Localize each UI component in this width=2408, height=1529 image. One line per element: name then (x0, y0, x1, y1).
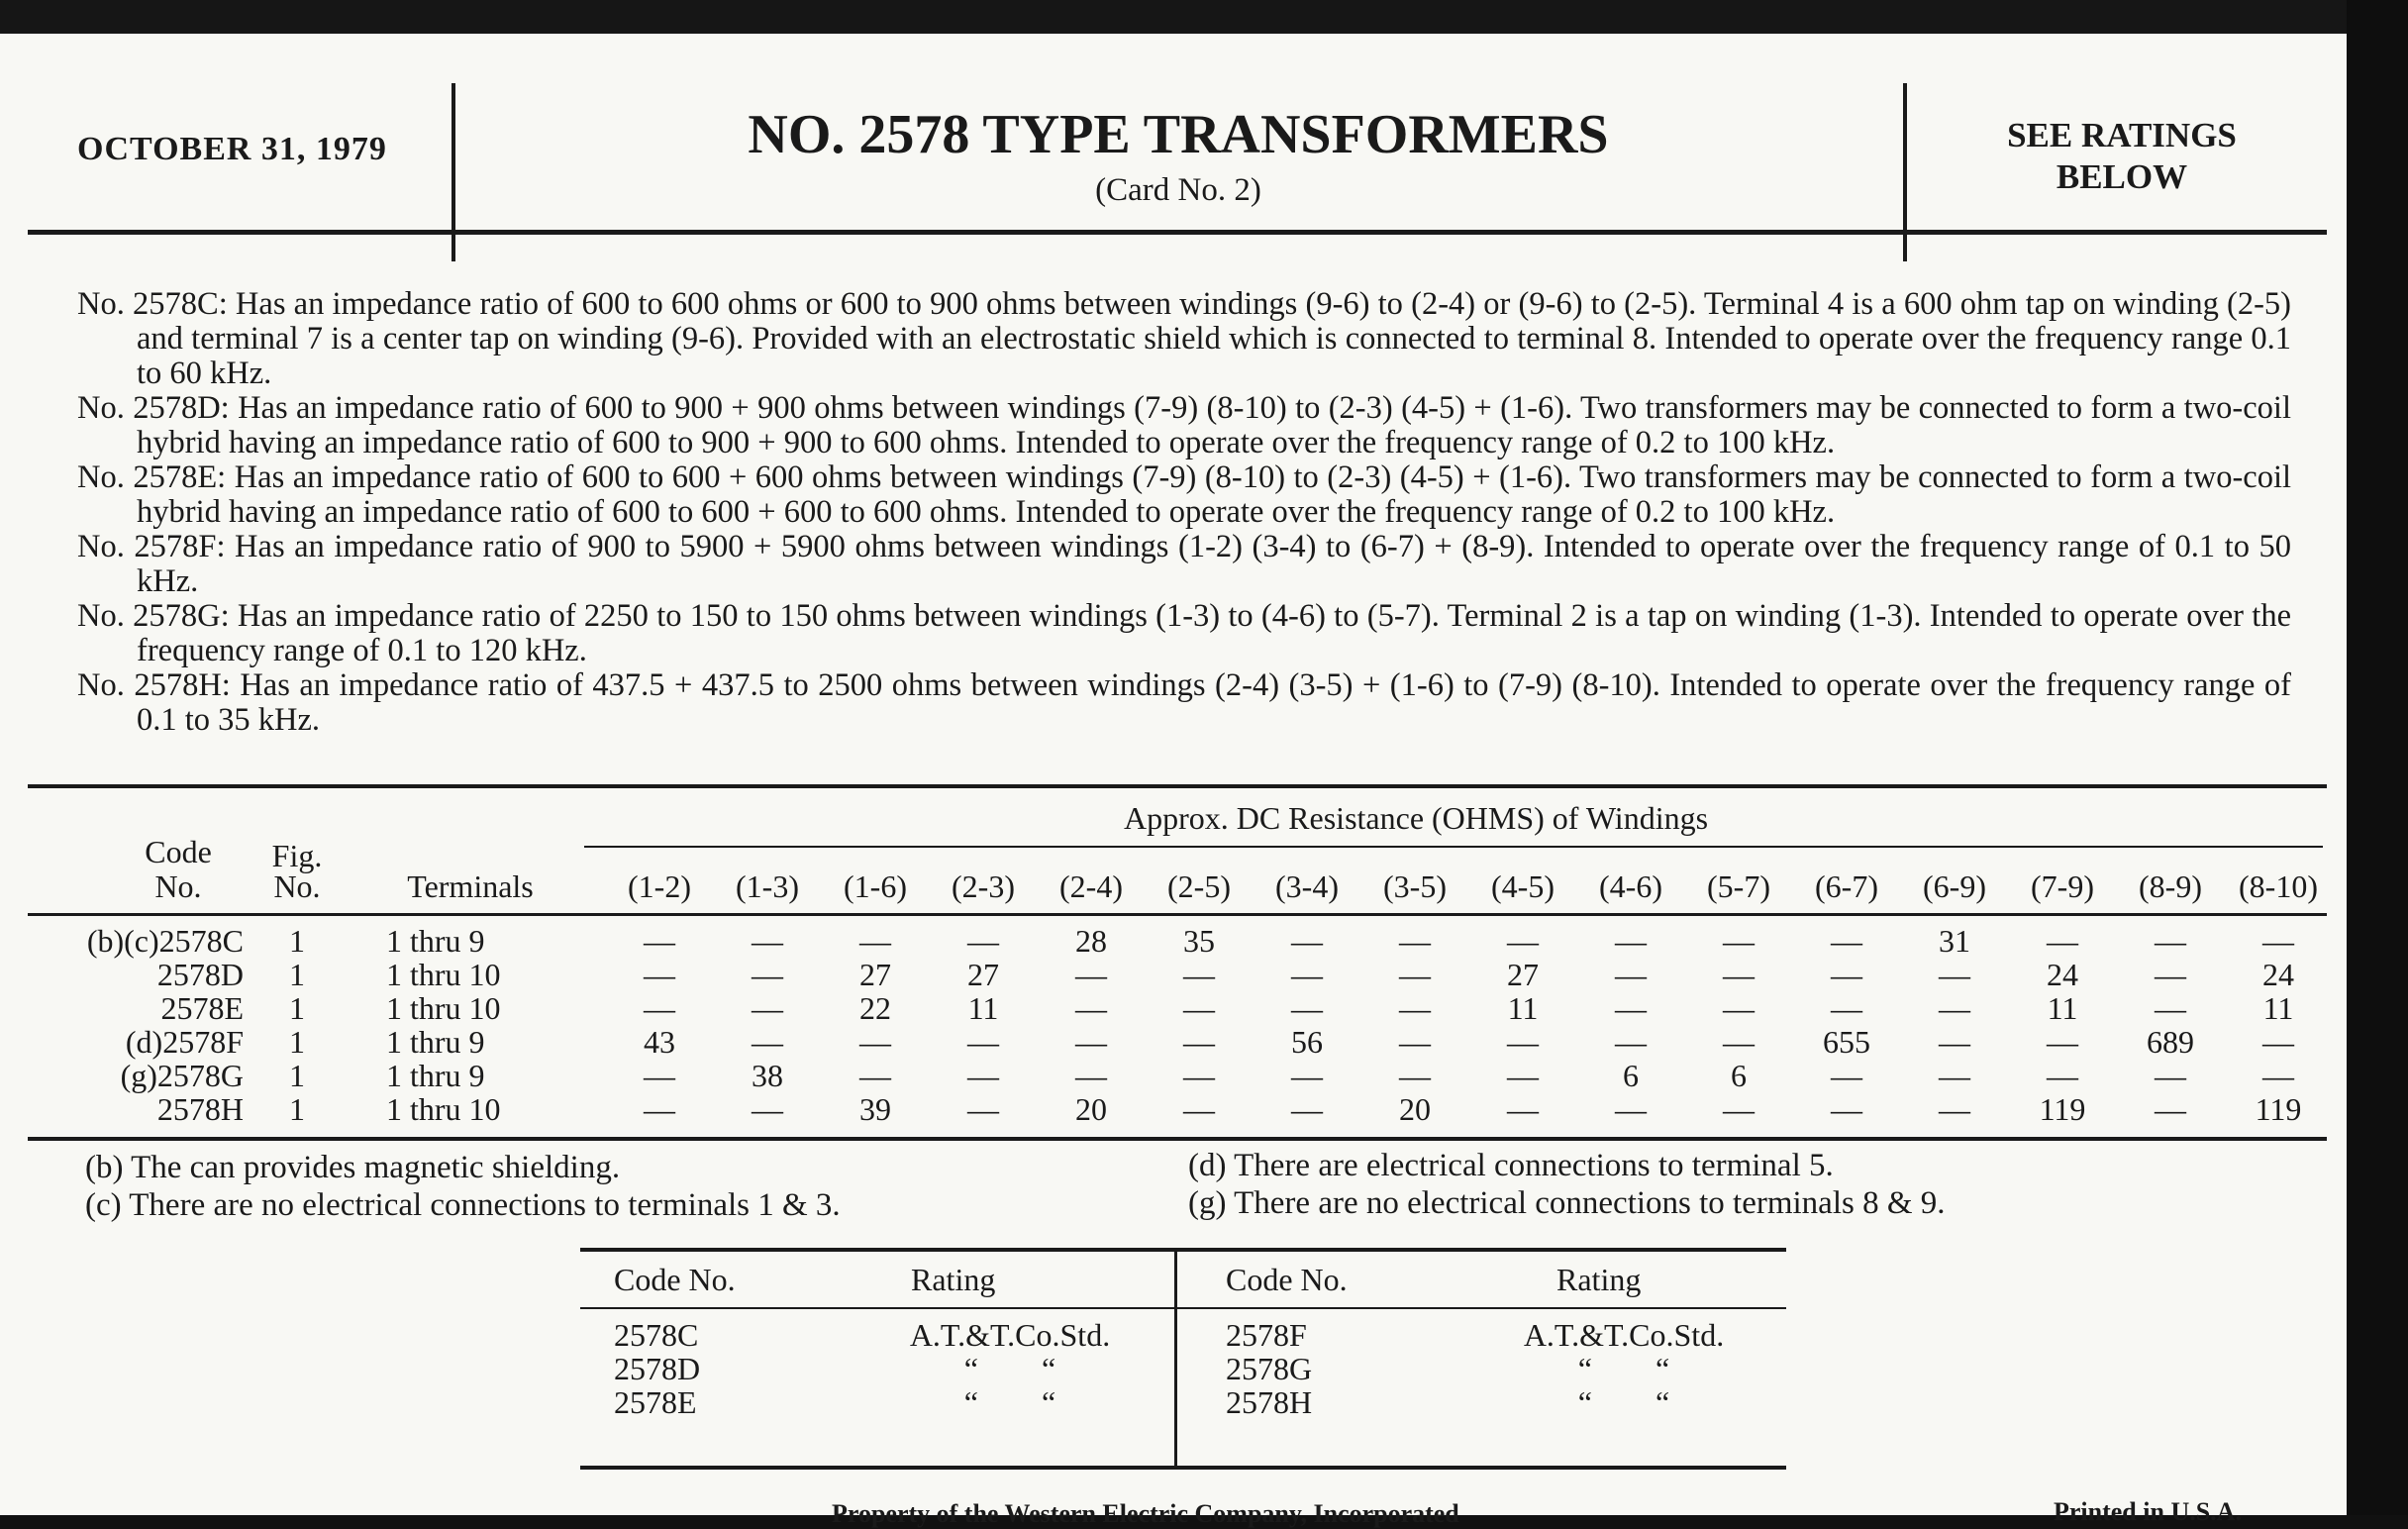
row-fig: 1 (289, 990, 305, 1026)
resistance-cell: — (1399, 1058, 1431, 1093)
winding-header: (6-7) (1815, 868, 1878, 904)
ratings-note-line2: BELOW (2056, 157, 2188, 196)
resistance-cell: — (1075, 957, 1107, 992)
resistance-cell: — (1291, 957, 1323, 992)
resistance-cell: — (2155, 957, 2186, 992)
resistance-cell: — (1183, 1024, 1215, 1060)
resistance-cell: 22 (859, 990, 891, 1026)
resistance-cell: 6 (1623, 1058, 1639, 1093)
row-terminals: 1 thru 10 (386, 1091, 501, 1127)
resistance-cell: 20 (1075, 1091, 1107, 1127)
resistance-cell: — (1723, 957, 1755, 992)
notes-left (85, 1149, 841, 1224)
winding-header: (1-2) (628, 868, 691, 904)
winding-header: (4-5) (1491, 868, 1555, 904)
resistance-cell: — (1723, 1091, 1755, 1127)
resistance-group-header: Approx. DC Resistance (OHMS) of Windings (1123, 800, 1709, 836)
winding-header: (2-5) (1167, 868, 1231, 904)
resistance-cell: 24 (2262, 957, 2294, 992)
resistance-cell: — (644, 1058, 675, 1093)
resistance-cell: 27 (967, 957, 999, 992)
resistance-cell: — (1723, 1024, 1755, 1060)
resistance-cell: 655 (1823, 1024, 1870, 1060)
resistance-cell: — (644, 923, 675, 959)
resistance-cell: — (1075, 990, 1107, 1026)
resistance-cell: — (1291, 990, 1323, 1026)
resistance-cell: — (1075, 1058, 1107, 1093)
resistance-cell: 20 (1399, 1091, 1431, 1127)
printed-notice: Printed in U.S.A. (2054, 1497, 2242, 1526)
resistance-cell: — (1399, 923, 1431, 959)
resistance-cell: — (1183, 1058, 1215, 1093)
winding-header: (2-3) (952, 868, 1015, 904)
transformer-descriptions (77, 287, 2291, 738)
resistance-cell: — (752, 923, 783, 959)
resistance-cell: — (1507, 1091, 1539, 1127)
row-code: (g)2578G (120, 1058, 244, 1093)
resistance-cell: — (752, 1091, 783, 1127)
resistance-cell: — (1399, 1024, 1431, 1060)
resistance-cell: 39 (859, 1091, 891, 1127)
rating-table-top-rule (580, 1248, 1786, 1252)
resistance-cell: 119 (2039, 1091, 2086, 1127)
resistance-cell: — (2155, 923, 2186, 959)
resistance-cell: 38 (752, 1058, 783, 1093)
row-fig: 1 (289, 1058, 305, 1093)
resistance-cell: — (1075, 1024, 1107, 1060)
resistance-cell: — (644, 990, 675, 1026)
winding-header: (1-6) (844, 868, 907, 904)
resistance-cell: — (1615, 923, 1647, 959)
row-terminals: 1 thru 9 (386, 923, 485, 959)
row-terminals: 1 thru 10 (386, 957, 501, 992)
scan-border-right (2347, 0, 2408, 1515)
rating-code: 2578F (1226, 1317, 1307, 1353)
row-terminals: 1 thru 9 (386, 1024, 485, 1060)
winding-header: (8-10) (2239, 868, 2318, 904)
resistance-cell: — (859, 1058, 891, 1093)
row-code: (b)(c)2578C (86, 923, 244, 959)
page-title: NO. 2578 TYPE TRANSFORMERS (748, 104, 1609, 165)
resistance-cell: — (1183, 1091, 1215, 1127)
resistance-cell: — (2262, 923, 2294, 959)
winding-header: (2-4) (1059, 868, 1123, 904)
rating-code: 2578D (614, 1351, 701, 1386)
resistance-cell: — (967, 1091, 999, 1127)
terminals-header: Terminals (407, 868, 534, 904)
resistance-cell: — (1615, 957, 1647, 992)
resistance-cell: — (1183, 957, 1215, 992)
resistance-cell: — (1939, 1091, 1970, 1127)
resistance-cell: — (1615, 1024, 1647, 1060)
resistance-cell: — (1723, 990, 1755, 1026)
resistance-cell: — (967, 1058, 999, 1093)
rating-value: “ “ (1577, 1384, 1670, 1420)
rating-header-left: Rating (911, 1262, 996, 1297)
rating-table-divider (1174, 1248, 1177, 1470)
winding-header: (3-4) (1275, 868, 1339, 904)
header-divider-right (1903, 83, 1907, 261)
resistance-cell: — (1831, 957, 1862, 992)
scan-border-top (0, 0, 2408, 34)
winding-header: (4-6) (1599, 868, 1662, 904)
notes-right (1188, 1147, 1946, 1222)
table-bottom-rule (28, 1137, 2327, 1141)
resistance-cell: — (644, 957, 675, 992)
rating-code-header-right: Code No. (1226, 1262, 1348, 1297)
winding-header: (6-9) (1923, 868, 1986, 904)
resistance-cell: — (1399, 957, 1431, 992)
resistance-cell: 11 (1507, 990, 1539, 1026)
winding-header: (8-9) (2139, 868, 2202, 904)
resistance-cell: — (1399, 990, 1431, 1026)
resistance-cell: — (2262, 1024, 2294, 1060)
resistance-cell: 11 (2262, 990, 2294, 1026)
description-2578d: No. 2578D: Has an impedance ratio of 600 to 900 + 900 ohms between windings (7-9) (8-10) to (2-3) (4-5) + (1-6). Two transformers may be connected to form a two-coil hybrid having an impedance ratio of 600 to 900 + 900 to 600 ohms. Intended to operate over the frequency range of 0.2 to 100 kHz. (77, 390, 2291, 460)
description-2578f: No. 2578F: Has an impedance ratio of 900 to 5900 + 5900 ohms between windings (1-2) (3-4) to (6-7) + (8-9). Intended to operate over the frequency range of 0.1 to 50 kHz. (77, 529, 2291, 599)
table-header-rule (28, 913, 2327, 916)
winding-header: (5-7) (1707, 868, 1770, 904)
row-code: 2578D (156, 957, 244, 992)
rating-value: “ “ (1577, 1351, 1670, 1386)
resistance-cell: 6 (1731, 1058, 1747, 1093)
row-code: 2578H (156, 1091, 244, 1127)
data-card (0, 34, 2347, 1528)
card-number: (Card No. 2) (1095, 172, 1261, 208)
resistance-cell: — (1183, 990, 1215, 1026)
resistance-cell: — (1507, 1024, 1539, 1060)
note-b: (b) The can provides magnetic shielding. (85, 1150, 621, 1185)
row-terminals: 1 thru 9 (386, 1058, 485, 1093)
property-notice: Property of the Western Electric Company, Incorporated (832, 1499, 1459, 1528)
resistance-cell: — (1507, 1058, 1539, 1093)
resistance-cell: — (752, 990, 783, 1026)
winding-header: (1-3) (736, 868, 799, 904)
issue-date: OCTOBER 31, 1979 (77, 131, 387, 167)
description-2578c: No. 2578C: Has an impedance ratio of 600 to 600 ohms or 600 to 900 ohms between windings (9-6) to (2-4) or (9-6) to (2-5). Terminal 4 is a 600 ohm tap on winding (2-5) and terminal 7 is a center tap on winding (9-6). Provided with an electrostatic shield which is connected to terminal 8. Intended to operate over the frequency range 0.1 to 60 kHz. (77, 286, 2291, 391)
ratings-note (1909, 115, 2335, 198)
resistance-cell: — (1615, 990, 1647, 1026)
rating-table-header-rule (580, 1307, 1786, 1309)
resistance-cell: — (2262, 1058, 2294, 1093)
resistance-cell: — (859, 1024, 891, 1060)
note-c: (c) There are no electrical connections to terminals 1 & 3. (85, 1187, 841, 1223)
rating-value: “ “ (963, 1384, 1056, 1420)
resistance-cell: — (1831, 1058, 1862, 1093)
resistance-cell: — (1723, 923, 1755, 959)
rating-code: 2578E (614, 1384, 697, 1420)
resistance-cell: 43 (644, 1024, 675, 1060)
resistance-cell: — (1939, 1024, 1970, 1060)
resistance-cell: 27 (1507, 957, 1539, 992)
rating-value: A.T.&T.Co.Std. (1523, 1317, 1725, 1353)
description-2578e: No. 2578E: Has an impedance ratio of 600 to 600 + 600 ohms between windings (7-9) (8-10) to (2-3) (4-5) + (1-6). Two transformers may be connected to form a two-coil hybrid having an impedance ratio of 600 to 600 + 600 to 600 ohms. Intended to operate over the frequency range of 0.2 to 100 kHz. (77, 459, 2291, 530)
description-2578g: No. 2578G: Has an impedance ratio of 2250 to 150 to 150 ohms between windings (1-3) to (4-6) to (5-7). Terminal 2 is a tap on winding (1-3). Intended to operate over the frequency range of 0.1 to 120 kHz. (77, 598, 2291, 668)
resistance-cell: — (859, 923, 891, 959)
ratings-note-line1: SEE RATINGS (2007, 116, 2237, 154)
resistance-cell: 27 (859, 957, 891, 992)
row-fig: 1 (289, 923, 305, 959)
resistance-cell: — (1291, 1091, 1323, 1127)
row-code: (d)2578F (125, 1024, 244, 1060)
resistance-cell: — (2047, 923, 2078, 959)
note-d: (d) There are electrical connections to terminal 5. (1188, 1148, 1834, 1183)
fig-header-line2: No. (273, 868, 321, 904)
rating-table-bottom-rule (580, 1466, 1786, 1470)
resistance-cell: — (2047, 1058, 2078, 1093)
description-2578h: No. 2578H: Has an impedance ratio of 437.5 + 437.5 to 2500 ohms between windings (2-4) (3-5) + (1-6) to (7-9) (8-10). Intended to operate over the frequency range of 0.1 to 35 kHz. (77, 667, 2291, 738)
resistance-cell: 689 (2147, 1024, 2194, 1060)
resistance-cell: — (1831, 1091, 1862, 1127)
rating-header-right: Rating (1556, 1262, 1642, 1297)
resistance-cell: — (1939, 990, 1970, 1026)
resistance-cell: 11 (967, 990, 999, 1026)
resistance-cell: — (2155, 990, 2186, 1026)
rating-value: “ “ (963, 1351, 1056, 1386)
winding-header: (7-9) (2031, 868, 2094, 904)
code-header-line1: Code (145, 834, 212, 869)
rating-code: 2578C (614, 1317, 699, 1353)
rating-code-header-left: Code No. (614, 1262, 736, 1297)
table-top-rule (28, 784, 2327, 788)
resistance-cell: 11 (2047, 990, 2078, 1026)
row-terminals: 1 thru 10 (386, 990, 501, 1026)
row-code: 2578E (160, 990, 244, 1026)
resistance-cell: 35 (1183, 923, 1215, 959)
note-g: (g) There are no electrical connections to terminals 8 & 9. (1188, 1185, 1946, 1221)
rating-code: 2578G (1226, 1351, 1313, 1386)
resistance-cell: — (644, 1091, 675, 1127)
resistance-cell: — (967, 1024, 999, 1060)
resistance-cell: — (2047, 1024, 2078, 1060)
winding-header: (3-5) (1383, 868, 1447, 904)
resistance-cell: 119 (2255, 1091, 2302, 1127)
resistance-cell: — (1939, 957, 1970, 992)
code-header-line2: No. (154, 868, 202, 904)
resistance-cell: — (1291, 923, 1323, 959)
resistance-cell: — (1831, 923, 1862, 959)
resistance-cell: — (752, 957, 783, 992)
resistance-cell: — (1291, 1058, 1323, 1093)
row-fig: 1 (289, 1024, 305, 1060)
row-fig: 1 (289, 957, 305, 992)
rating-code: 2578H (1226, 1384, 1313, 1420)
resistance-cell: 24 (2047, 957, 2078, 992)
header-rule (28, 230, 2327, 235)
resistance-cell: — (967, 923, 999, 959)
resistance-cell: 31 (1939, 923, 1970, 959)
resistance-cell: — (1507, 923, 1539, 959)
resistance-cell: 28 (1075, 923, 1107, 959)
row-fig: 1 (289, 1091, 305, 1127)
fig-header-line1: Fig. (271, 838, 323, 873)
resistance-cell: — (1939, 1058, 1970, 1093)
rating-value: A.T.&T.Co.Std. (909, 1317, 1111, 1353)
resistance-group-rule (584, 846, 2323, 848)
resistance-cell: — (1831, 990, 1862, 1026)
resistance-cell: — (752, 1024, 783, 1060)
resistance-cell: 56 (1291, 1024, 1323, 1060)
resistance-cell: — (2155, 1091, 2186, 1127)
resistance-cell: — (1615, 1091, 1647, 1127)
resistance-cell: — (2155, 1058, 2186, 1093)
